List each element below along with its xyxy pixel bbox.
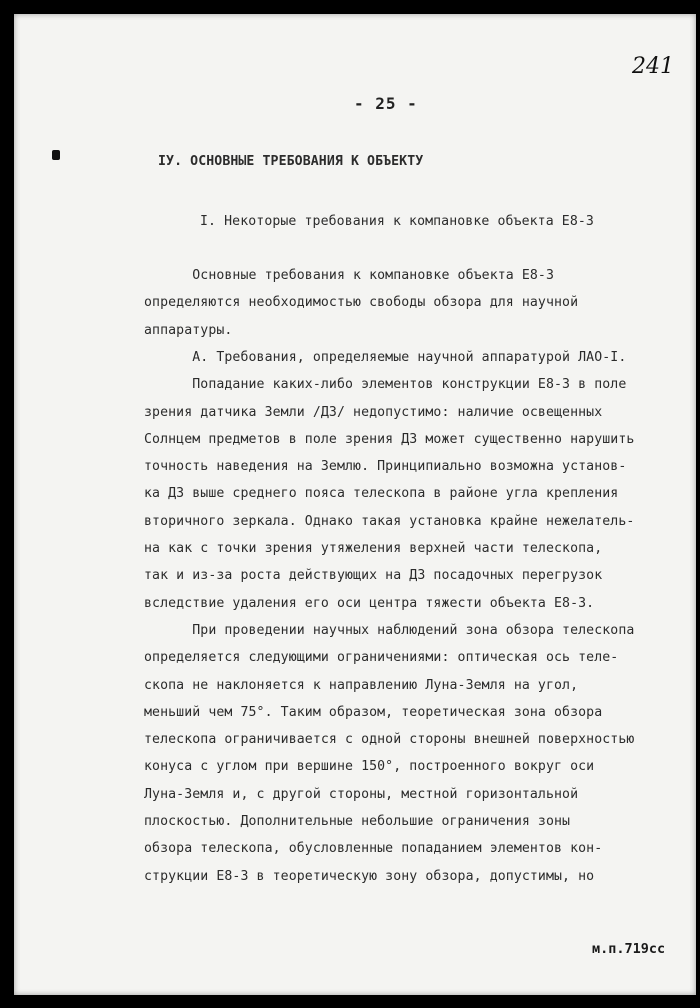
text-line: плоскостью. Дополнительные небольшие ограничения зоны (144, 814, 571, 829)
text-line: на как с точки зрения утяжеления верхней части телескопа, (144, 541, 603, 556)
text-line: аппаратуры. (144, 322, 233, 338)
archive-page-number: 241 (632, 54, 674, 79)
text-line: вторичного зеркала. Однако такая установка крайне нежелатель- (144, 513, 635, 529)
text-line: определяется следующими ограничениями: оптическая ось теле- (144, 650, 619, 666)
text-line: струкции Е8-3 в теоретическую зону обзора, допустимы, но (144, 868, 595, 884)
section-title: IУ. ОСНОВНЫЕ ТРЕБОВАНИЯ К ОБЪЕКТУ (158, 154, 424, 169)
text-line: телескопа ограничивается с одной стороны внешней поверхностью (144, 732, 635, 748)
text-line: конуса с углом при вершине 150°, построенного вокруг оси (144, 759, 595, 775)
text-line: меньший чем 75°. Таким образом, теоретическая зона обзора (144, 704, 603, 720)
text-line: точность наведения на Землю. Принципиально возможна установ- (144, 459, 627, 475)
text-line: Луна-Земля и, с другой стороны, местной горизонтальной (144, 786, 579, 802)
text-line: вследствие удаления его оси центра тяжести объекта Е8-3. (144, 595, 595, 611)
text-line: А. Требования, определяемые научной аппаратурой ЛАО-I. (144, 349, 627, 365)
text-line: ка ДЗ выше среднего пояса телескопа в районе угла крепления (144, 486, 619, 502)
text-line: обзора телескопа, обусловленные попаданием элементов кон- (144, 841, 603, 857)
text-line: Солнцем предметов в поле зрения ДЗ может существенно нарушить (144, 431, 635, 447)
punch-mark (52, 150, 60, 160)
text-line: определяются необходимостью свободы обзора для научной (144, 295, 579, 311)
page-number: - 25 - (354, 94, 418, 113)
text-line: Попадание каких-либо элементов конструкции Е8-3 в поле (144, 377, 627, 393)
document-page (14, 14, 696, 995)
text-line: так и из-за роста действующих на ДЗ посадочных перегрузок (144, 568, 603, 584)
text-line: скопа не наклоняется к направлению Луна-Земля на угол, (144, 677, 579, 693)
text-line: Основные требования к компановке объекта Е8-3 (144, 268, 555, 283)
document-code: м.п.719сс (592, 941, 666, 957)
text-line: При проведении научных наблюдений зона обзора телескопа (144, 622, 635, 638)
subsection-title: I. Некоторые требования к компановке объекта Е8-3 (200, 214, 594, 229)
text-line: зрения датчика Земли /ДЗ/ недопустимо: наличие освещенных (144, 404, 603, 420)
